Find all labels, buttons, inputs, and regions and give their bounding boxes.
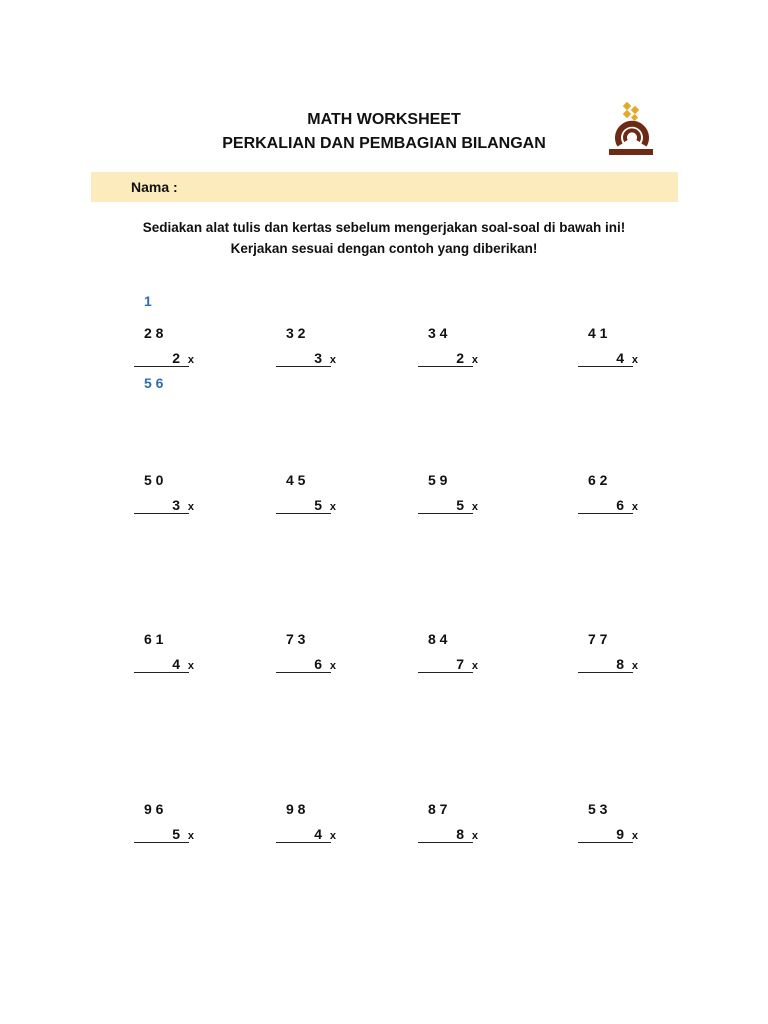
problem-10: [276, 631, 336, 671]
multiplicand: 5 0: [144, 472, 164, 488]
problem-5: [134, 472, 194, 512]
name-field-band[interactable]: [91, 172, 678, 202]
multiplicand: 8 4: [428, 631, 448, 647]
multiplicand: 3 2: [286, 325, 306, 341]
problem-12: [578, 631, 638, 671]
example-answer: 5 6: [144, 375, 164, 391]
problem-6: [276, 472, 336, 512]
answer-line: [276, 842, 331, 843]
multiply-sign: x: [471, 830, 478, 842]
multiplicand: 9 6: [144, 801, 164, 817]
multiplicand: 6 1: [144, 631, 164, 647]
multiplier: 4: [314, 826, 322, 842]
multiplier: 9: [616, 826, 624, 842]
answer-line: [134, 842, 189, 843]
multiplicand: 9 8: [286, 801, 306, 817]
multiplier: 4: [172, 656, 180, 672]
instruction-line-1: Sediakan alat tulis dan kertas sebelum mengerjakan soal-soal di bawah ini!: [142, 220, 626, 235]
answer-line: [276, 366, 331, 367]
multiplicand: 7 7: [588, 631, 608, 647]
answer-line: [276, 672, 331, 673]
multiply-sign: x: [329, 354, 336, 366]
problem-13: [134, 801, 194, 841]
multiply-sign: x: [631, 354, 638, 366]
answer-line: [578, 366, 633, 367]
multiplicand: 6 2: [588, 472, 608, 488]
answer-line: [134, 672, 189, 673]
problem-16: [578, 801, 638, 841]
multiplier: 5: [456, 497, 464, 513]
multiply-sign: x: [187, 660, 194, 672]
answer-line: [578, 842, 633, 843]
multiplier: 4: [616, 350, 624, 366]
multiplier: 3: [172, 497, 180, 513]
multiplier: 2: [456, 350, 464, 366]
multiply-sign: x: [471, 354, 478, 366]
multiplier: 5: [172, 826, 180, 842]
problem-1: [134, 293, 194, 391]
problem-7: [418, 472, 478, 512]
answer-line: [276, 513, 331, 514]
multiplier: 6: [314, 656, 322, 672]
multiplier: 3: [314, 350, 322, 366]
answer-line: [134, 366, 189, 367]
instruction-line-2: Kerjakan sesuai dengan contoh yang diberikan!: [230, 241, 538, 256]
problem-4: [578, 325, 638, 365]
school-logo-icon: [606, 101, 656, 159]
multiplier: 8: [616, 656, 624, 672]
multiplier: 2: [172, 350, 180, 366]
multiplier: 7: [456, 656, 464, 672]
multiply-sign: x: [187, 354, 194, 366]
multiplier: 8: [456, 826, 464, 842]
multiply-sign: x: [631, 660, 638, 672]
problem-2: [276, 325, 336, 365]
problem-14: [276, 801, 336, 841]
multiplicand: 8 7: [428, 801, 448, 817]
worksheet-title: MATH WORKSHEET: [307, 111, 461, 128]
multiply-sign: x: [471, 660, 478, 672]
worksheet-subtitle: PERKALIAN DAN PEMBAGIAN BILANGAN: [222, 135, 546, 152]
multiply-sign: x: [631, 501, 638, 513]
multiplicand: 7 3: [286, 631, 306, 647]
answer-line: [418, 842, 473, 843]
multiplicand: 5 3: [588, 801, 608, 817]
multiply-sign: x: [187, 501, 194, 513]
answer-line: [578, 672, 633, 673]
answer-line: [418, 366, 473, 367]
answer-line: [418, 672, 473, 673]
example-carry-digit: 1: [144, 293, 152, 309]
problem-8: [578, 472, 638, 512]
multiply-sign: x: [329, 501, 336, 513]
answer-line: [134, 513, 189, 514]
problem-15: [418, 801, 478, 841]
multiplier: 5: [314, 497, 322, 513]
name-label: Nama :: [131, 179, 178, 195]
multiply-sign: x: [471, 501, 478, 513]
multiplier: 6: [616, 497, 624, 513]
multiplicand: 4 1: [588, 325, 608, 341]
multiplicand: 3 4: [428, 325, 448, 341]
answer-line: [418, 513, 473, 514]
problem-3: [418, 325, 478, 365]
answer-line: [578, 513, 633, 514]
multiply-sign: x: [329, 660, 336, 672]
multiplicand: 5 9: [428, 472, 448, 488]
problem-9: [134, 631, 194, 671]
multiply-sign: x: [631, 830, 638, 842]
multiply-sign: x: [187, 830, 194, 842]
multiplicand: 4 5: [286, 472, 306, 488]
multiply-sign: x: [329, 830, 336, 842]
problem-11: [418, 631, 478, 671]
multiplicand: 2 8: [144, 325, 164, 341]
